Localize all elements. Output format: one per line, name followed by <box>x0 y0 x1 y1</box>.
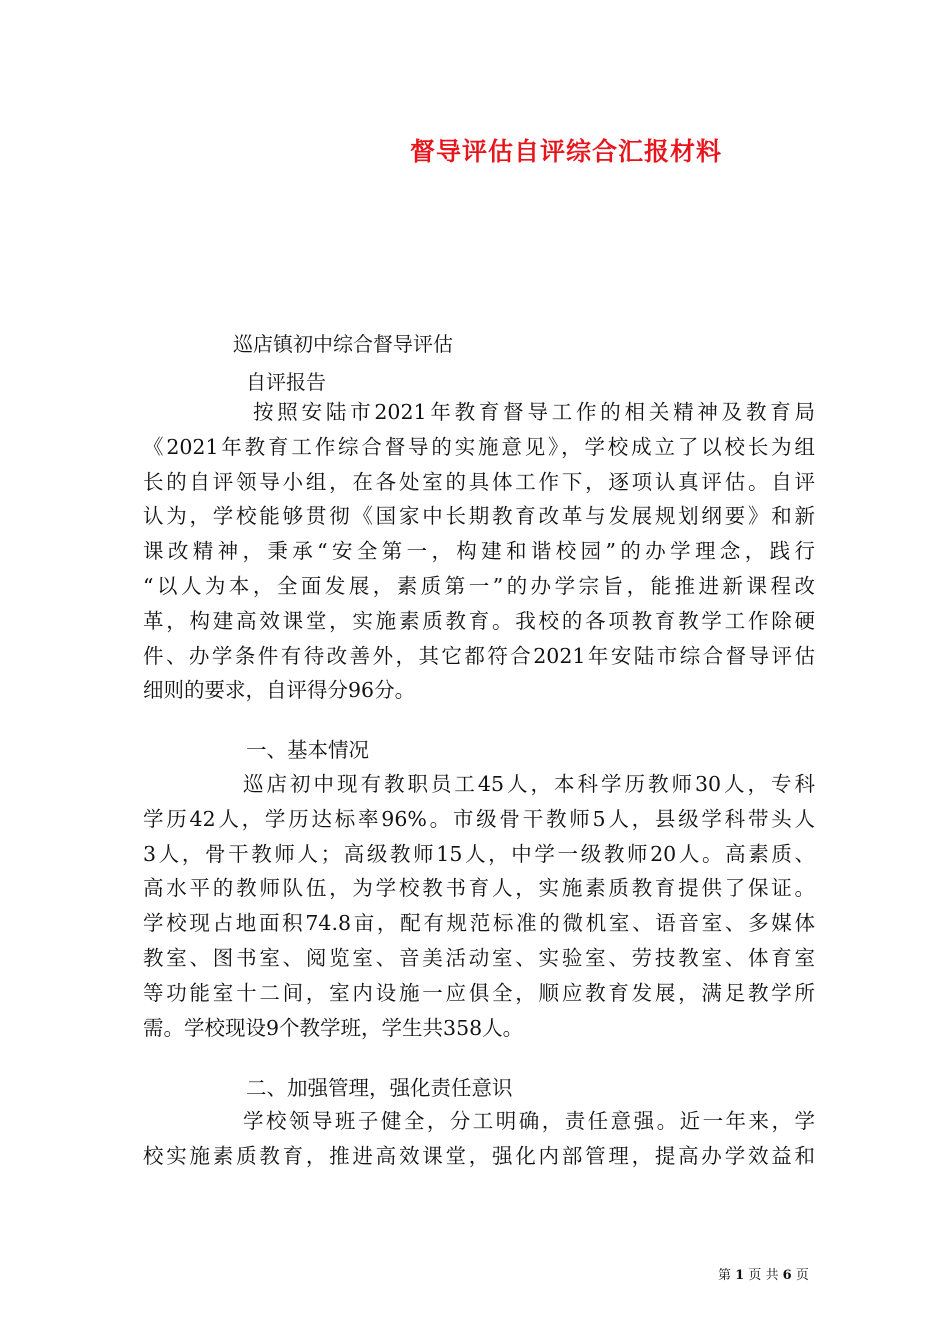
paragraph-line: 等功能室十二间，室内设施一应俱全，顺应教育发展，满足教学所 <box>143 980 815 1005</box>
footer-current-page: 1 <box>735 1268 745 1283</box>
report-subtitle-line-2: 自评报告 <box>246 370 326 394</box>
paragraph-line: 课改精神，秉承“安全第一，构建和谐校园”的办学理念，践行 <box>143 539 815 564</box>
footer-prefix: 第 <box>718 1268 732 1283</box>
report-subtitle-line-1: 巡店镇初中综合督导评估 <box>233 332 453 356</box>
paragraph-line: “以人为本，全面发展，素质第一”的办学宗旨，能推进新课程改 <box>143 573 815 598</box>
paragraph-line: 校实施素质教育，推进高效课堂，强化内部管理，提高办学效益和 <box>143 1143 815 1168</box>
footer-middle: 页 共 <box>748 1268 779 1283</box>
paragraph-management <box>143 1104 815 1174</box>
section-heading-basic-info: 一、基本情况 <box>246 738 369 762</box>
document-title: 督导评估自评综合汇报材料 <box>410 137 723 166</box>
paragraph-basic-info <box>143 767 815 1045</box>
footer-total-pages: 6 <box>782 1268 792 1283</box>
section-heading-management: 二、加强管理，强化责任意识 <box>246 1076 513 1100</box>
paragraph-line: 学历42人，学历达标率96%。市级骨干教师5人，县级学科带头人 <box>143 806 815 831</box>
paragraph-line: 3人，骨干教师人；高级教师15人，中学一级教师20人。高素质、 <box>143 841 815 866</box>
paragraph-line: 长的自评领导小组，在各处室的具体工作下，逐项认真评估。自评 <box>143 469 815 494</box>
paragraph-intro <box>143 395 815 708</box>
paragraph-line: 教室、图书室、阅览室、音美活动室、实验室、劳技教室、体育室 <box>143 945 815 970</box>
page-number-footer <box>718 1264 809 1283</box>
paragraph-line: 需。学校现设9个教学班，学生共358人。 <box>143 1015 524 1040</box>
paragraph-line: 巡店初中现有教职员工45人，本科学历教师30人，专科 <box>243 772 815 796</box>
paragraph-line: 《2021年教育工作综合督导的实施意见》，学校成立了以校长为组 <box>143 434 815 459</box>
paragraph-line: 件、办学条件有待改善外，其它都符合2021年安陆市综合督导评估 <box>143 643 815 668</box>
paragraph-line: 按照安陆市2021年教育督导工作的相关精神及教育局 <box>253 400 815 424</box>
paragraph-line: 学校现占地面积74.8亩，配有规范标准的微机室、语音室、多媒体 <box>143 911 815 936</box>
paragraph-line: 学校领导班子健全，分工明确，责任意强。近一年来，学 <box>243 1109 815 1133</box>
footer-suffix: 页 <box>795 1268 809 1283</box>
paragraph-line: 认为，学校能够贯彻《国家中长期教育改革与发展规划纲要》和新 <box>143 504 815 529</box>
paragraph-line: 细则的要求，自评得分96分。 <box>143 678 416 703</box>
paragraph-line: 高水平的教师队伍，为学校教书育人，实施素质教育提供了保证。 <box>143 876 815 901</box>
paragraph-line: 革，构建高效课堂，实施素质教育。我校的各项教育教学工作除硬 <box>143 608 815 633</box>
